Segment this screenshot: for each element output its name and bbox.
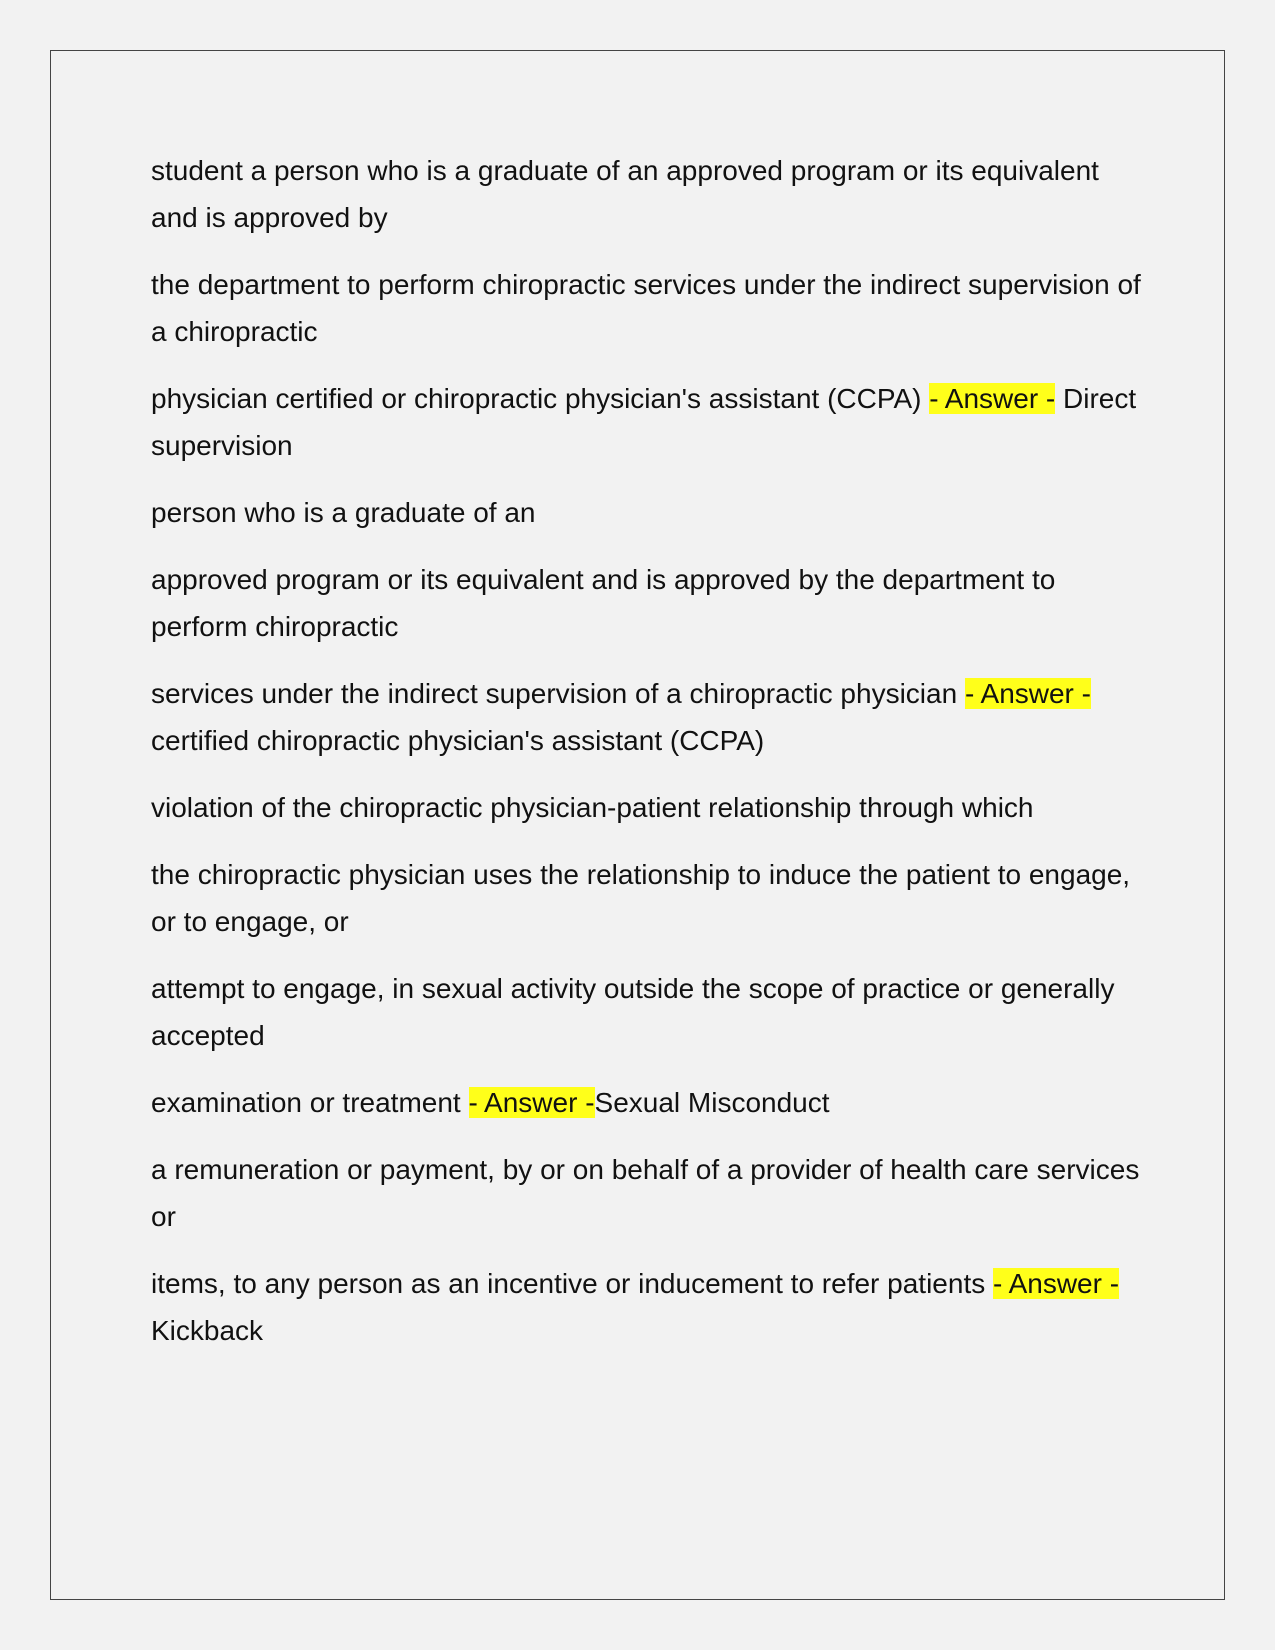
document-body xyxy=(151,147,1151,1374)
paragraph xyxy=(151,851,1151,945)
paragraph-text: items, to any person as an incentive or inducement to refer patients xyxy=(151,1268,994,1299)
answer-text: Sexual Misconduct xyxy=(594,1087,830,1118)
answer-marker: - Answer - xyxy=(993,1268,1120,1299)
paragraph xyxy=(151,1146,1151,1240)
paragraph-text: approved program or its equivalent and is approved by the department to perform chiropractic xyxy=(151,564,1056,642)
answer-text: Kickback xyxy=(151,1315,264,1346)
paragraph xyxy=(151,147,1151,241)
paragraph-text: violation of the chiropractic physician-patient relationship through which xyxy=(151,792,1034,823)
answer-marker: - Answer - xyxy=(468,1087,595,1118)
document-page xyxy=(50,50,1225,1600)
paragraph-text: attempt to engage, in sexual activity outside the scope of practice or generally accepted xyxy=(151,973,1115,1051)
answer-text: certified chiropractic physician's assistant (CCPA) xyxy=(151,725,765,756)
paragraph-text: person who is a graduate of an xyxy=(151,497,536,528)
paragraph xyxy=(151,261,1151,355)
answer-text: Direct supervision xyxy=(151,383,1137,461)
paragraph-text: examination or treatment xyxy=(151,1087,469,1118)
paragraph xyxy=(151,556,1151,650)
paragraph-text: a remuneration or payment, by or on behalf of a provider of health care services or xyxy=(151,1154,1140,1232)
paragraph xyxy=(151,375,1151,469)
paragraph-text: services under the indirect supervision of a chiropractic physician xyxy=(151,678,965,709)
paragraph xyxy=(151,784,1151,831)
paragraph-text: physician certified or chiropractic physician's assistant (CCPA) xyxy=(151,383,930,414)
paragraph-text: the chiropractic physician uses the relationship to induce the patient to engage, or to engage, or xyxy=(151,859,1131,937)
paragraph-text: the department to perform chiropractic services under the indirect supervision of a chiropractic xyxy=(151,269,1141,347)
answer-marker: - Answer - xyxy=(929,383,1056,414)
answer-marker: - Answer - xyxy=(964,678,1091,709)
paragraph xyxy=(151,965,1151,1059)
paragraph xyxy=(151,1079,1151,1126)
paragraph xyxy=(151,1260,1151,1354)
paragraph xyxy=(151,670,1151,764)
paragraph-text: student a person who is a graduate of an approved program or its equivalent and is approved by xyxy=(151,155,1099,233)
paragraph xyxy=(151,489,1151,536)
